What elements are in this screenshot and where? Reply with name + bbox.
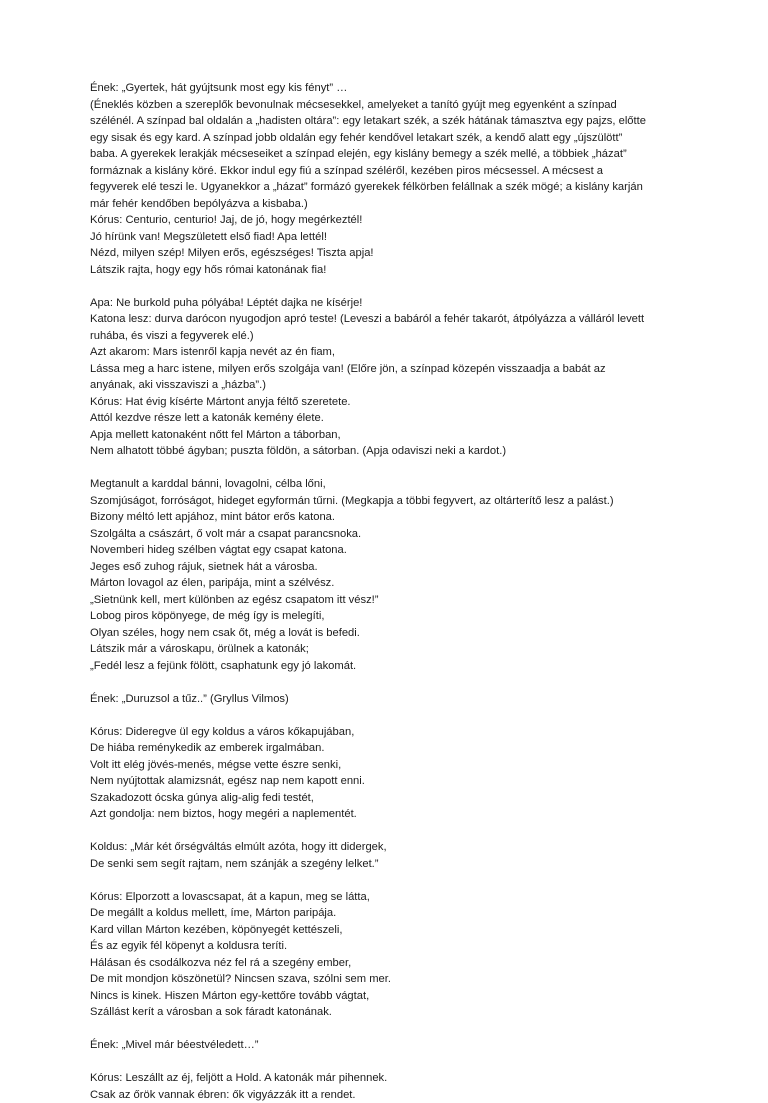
text-line: Szolgálta a császárt, ő volt már a csapat parancsnoka. — [90, 526, 690, 543]
paragraph — [90, 295, 690, 460]
text-line: Attól kezdve része lett a katonák kemény élete. — [90, 410, 690, 427]
text-line: Lássa meg a harc istene, milyen erős szolgája van! (Előre jön, a színpad közepén visszaadja a babát az — [90, 361, 690, 378]
document-page — [90, 80, 690, 1103]
paragraph — [90, 1070, 690, 1103]
text-line: Apja mellett katonaként nőtt fel Márton a táborban, — [90, 427, 690, 444]
text-line: Azt akarom: Mars istenről kapja nevét az én fiam, — [90, 344, 690, 361]
text-line: fegyverek elé teszi le. Ugyanekkor a „házat” formázó gyerekek félkörben felállnak a szék mögé; a kislány karján — [90, 179, 690, 196]
text-line: Nincs is kinek. Hiszen Márton egy-kettőre tovább vágtat, — [90, 988, 690, 1005]
text-line: Nem alhatott többé ágyban; puszta földön, a sátorban. (Apja odaviszi neki a kardot.) — [90, 443, 690, 460]
text-line: Bizony méltó lett apjához, mint bátor erős katona. — [90, 509, 690, 526]
text-line: Jó hírünk van! Megszületett első fiad! Apa lettél! — [90, 229, 690, 246]
paragraph — [90, 1037, 690, 1054]
text-line: Kórus: Dideregve ül egy koldus a város kőkapujában, — [90, 724, 690, 741]
text-line: Nem nyújtottak alamizsnát, egész nap nem kapott enni. — [90, 773, 690, 790]
text-line: Kórus: Hat évig kísérte Mártont anyja féltő szeretete. — [90, 394, 690, 411]
text-line: anyának, aki visszaviszi a „házba”.) — [90, 377, 690, 394]
text-line: Olyan széles, hogy nem csak őt, még a lovát is befedi. — [90, 625, 690, 642]
text-line: Megtanult a karddal bánni, lovagolni, célba lőni, — [90, 476, 690, 493]
text-line: baba. A gyerekek lerakják mécseseiket a színpad elején, egy kislány bemegy a szék mellé, a többiek „házat” — [90, 146, 690, 163]
text-line: De mit mondjon köszönetül? Nincsen szava, szólni sem mer. — [90, 971, 690, 988]
text-line: Ének: „Duruzsol a tűz..” (Gryllus Vilmos) — [90, 691, 690, 708]
text-line: De senki sem segít rajtam, nem szánják a szegény lelket.” — [90, 856, 690, 873]
text-line: Hálásan és csodálkozva néz fel rá a szegény ember, — [90, 955, 690, 972]
text-line: egy sisak és egy kard. A színpad jobb oldalán egy fehér kendővel letakart szék, a kendő alatt egy „újszülött” — [90, 130, 690, 147]
text-line: Nézd, milyen szép! Milyen erős, egészséges! Tiszta apja! — [90, 245, 690, 262]
text-line: (Éneklés közben a szereplők bevonulnak mécsesekkel, amelyeket a tanító gyújt meg egyenként a színpad — [90, 97, 690, 114]
text-line: Kard villan Márton kezében, köpönyegét kettészeli, — [90, 922, 690, 939]
text-line: Kórus: Leszállt az éj, feljött a Hold. A katonák már pihennek. — [90, 1070, 690, 1087]
text-line: Volt itt elég jövés-menés, mégse vette észre senki, — [90, 757, 690, 774]
text-line: Látszik már a városkapu, örülnek a katonák; — [90, 641, 690, 658]
text-line: Márton lovagol az élen, paripája, mint a szélvész. — [90, 575, 690, 592]
text-line: Kórus: Elporzott a lovascsapat, át a kapun, meg se látta, — [90, 889, 690, 906]
text-line: ruhába, és viszi a fegyverek elé.) — [90, 328, 690, 345]
paragraph — [90, 691, 690, 708]
text-line: Szakadozott ócska gúnya alig-alig fedi testét, — [90, 790, 690, 807]
text-line: Csak az őrök vannak ébren: ők vigyázzák itt a rendet. — [90, 1087, 690, 1103]
text-line: már fehér kendőben bepólyázva a kisbaba.) — [90, 196, 690, 213]
text-line: Szállást kerít a városban a sok fáradt katonának. — [90, 1004, 690, 1021]
paragraph — [90, 839, 690, 872]
text-line: És az egyik fél köpenyt a koldusra teríti. — [90, 938, 690, 955]
paragraph — [90, 476, 690, 674]
text-line: Azt gondolja: nem biztos, hogy megéri a naplementét. — [90, 806, 690, 823]
text-line: Ének: „Mivel már béestvéledett…” — [90, 1037, 690, 1054]
text-line: szélénél. A színpad bal oldalán a „hadisten oltára”: egy letakart szék, a szék hátának támasztva egy pajzs, előtte — [90, 113, 690, 130]
text-line: Lobog piros köpönyege, de még így is melegíti, — [90, 608, 690, 625]
text-line: De hiába reménykedik az emberek irgalmában. — [90, 740, 690, 757]
text-line: Apa: Ne burkold puha pólyába! Léptét dajka ne kísérje! — [90, 295, 690, 312]
text-line: De megállt a koldus mellett, íme, Márton paripája. — [90, 905, 690, 922]
text-line: formáznak a kislány köré. Ekkor indul egy fiú a színpad széléről, kezében piros mécsessel. A mécsest a — [90, 163, 690, 180]
text-line: Jeges eső zuhog rájuk, sietnek hát a városba. — [90, 559, 690, 576]
text-line: Katona lesz: durva darócon nyugodjon apró teste! (Leveszi a babáról a fehér takarót, átpólyázza a válláról levett — [90, 311, 690, 328]
paragraph — [90, 80, 690, 278]
text-line: „Fedél lesz a fejünk fölött, csaphatunk egy jó lakomát. — [90, 658, 690, 675]
text-line: Koldus: „Már két őrségváltás elmúlt azóta, hogy itt didergek, — [90, 839, 690, 856]
text-line: Látszik rajta, hogy egy hős római katonának fia! — [90, 262, 690, 279]
text-line: Szomjúságot, forróságot, hideget egyformán tűrni. (Megkapja a többi fegyvert, az oltárterítő lesz a palást.) — [90, 493, 690, 510]
text-line: Kórus: Centurio, centurio! Jaj, de jó, hogy megérkeztél! — [90, 212, 690, 229]
text-line: „Sietnünk kell, mert különben az egész csapatom itt vész!” — [90, 592, 690, 609]
text-line: Ének: „Gyertek, hát gyújtsunk most egy kis fényt” … — [90, 80, 690, 97]
paragraph — [90, 889, 690, 1021]
text-line: Novemberi hideg szélben vágtat egy csapat katona. — [90, 542, 690, 559]
paragraph — [90, 724, 690, 823]
